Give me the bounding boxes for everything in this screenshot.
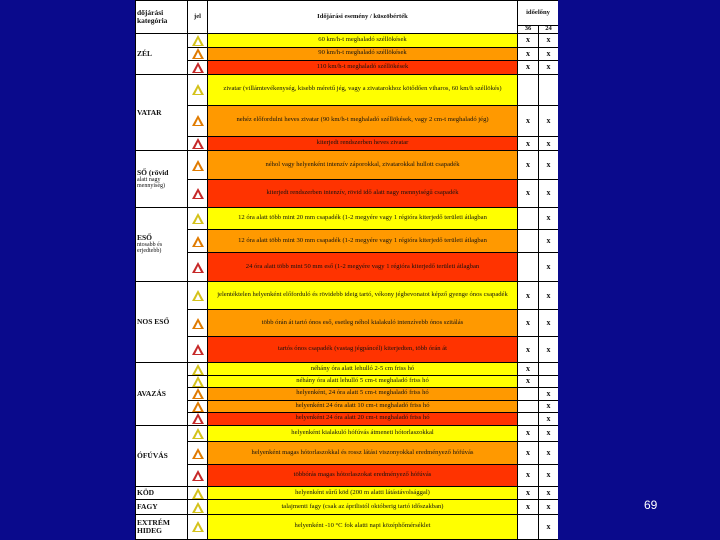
event-description: kiterjedt rendszerben intenzív, rövid idő alatt nagy mennyiségű csapadék xyxy=(208,179,518,207)
forecast-24h-mark: x xyxy=(539,207,559,230)
warning-triangle-icon xyxy=(192,413,204,424)
event-description: néhány óra alatt lehulló 2-5 cm friss hó xyxy=(208,363,518,375)
warning-symbol-cell xyxy=(188,151,208,179)
forecast-24h-mark: x xyxy=(539,230,559,253)
warning-symbol-cell xyxy=(188,74,208,105)
event-description: többórás magas hótorlaszokat eredményező hófúvás xyxy=(208,465,518,487)
warning-symbol-cell xyxy=(188,500,208,515)
event-description: 60 km/h-t meghaladó széllökések xyxy=(208,34,518,48)
table-row xyxy=(136,375,559,387)
event-description: helyenként, 24 óra alatt 5 cm-t meghaladó friss hó xyxy=(208,388,518,400)
event-description: helyenként sűrű köd (200 m alatti látástávolsággal) xyxy=(208,486,518,500)
category-cell xyxy=(136,425,188,486)
warning-symbol-cell xyxy=(188,47,208,61)
table-row xyxy=(136,151,559,179)
header-forecast: időelőny xyxy=(518,1,559,26)
table-row xyxy=(136,337,559,363)
warning-symbol-cell xyxy=(188,514,208,539)
warning-triangle-icon xyxy=(192,213,204,224)
forecast-24h-mark: x xyxy=(539,388,559,400)
warning-triangle-icon xyxy=(192,364,204,375)
warning-triangle-icon xyxy=(192,35,204,46)
page-number: 69 xyxy=(644,498,658,512)
forecast-24h-mark: x xyxy=(539,500,559,515)
forecast-36h-mark xyxy=(518,514,539,539)
event-description: helyenként -10 °C fok alatti napi középhőmérséklet xyxy=(208,514,518,539)
event-description: 110 km/h-t meghaladó széllökések xyxy=(208,61,518,75)
warning-symbol-cell xyxy=(188,363,208,375)
warning-symbol-cell xyxy=(188,282,208,310)
warning-triangle-icon xyxy=(192,401,204,412)
warning-symbol-cell xyxy=(188,388,208,400)
warning-triangle-icon xyxy=(192,388,204,399)
forecast-36h-mark xyxy=(518,74,539,105)
forecast-24h-mark: x xyxy=(539,465,559,487)
forecast-24h-mark: x xyxy=(539,179,559,207)
forecast-36h-mark: x xyxy=(518,310,539,337)
forecast-24h-mark: x xyxy=(539,486,559,500)
table-row xyxy=(136,136,559,151)
table-row xyxy=(136,500,559,515)
category-label: KÖD xyxy=(137,488,155,498)
table-row xyxy=(136,514,559,539)
table-row xyxy=(136,282,559,310)
forecast-36h-mark: x xyxy=(518,465,539,487)
forecast-24h-mark: x xyxy=(539,47,559,61)
warning-symbol-cell xyxy=(188,465,208,487)
forecast-36h-mark xyxy=(518,207,539,230)
category-sublabel: ntosabb és erjedtebb) xyxy=(137,242,163,255)
warning-symbol-cell xyxy=(188,337,208,363)
warning-triangle-icon xyxy=(192,262,204,273)
category-cell xyxy=(136,207,188,282)
category-sublabel: alatt nagy mennyiség) xyxy=(137,176,165,189)
header-category: dőjárási kategória xyxy=(136,1,188,34)
forecast-24h-mark: x xyxy=(539,34,559,48)
warning-symbol-cell xyxy=(188,486,208,500)
forecast-24h-mark: x xyxy=(539,151,559,179)
warning-symbol-cell xyxy=(188,207,208,230)
warning-symbol-cell xyxy=(188,61,208,75)
criteria-grid xyxy=(135,0,558,540)
forecast-36h-mark xyxy=(518,230,539,253)
table-row xyxy=(136,61,559,75)
table-row xyxy=(136,253,559,282)
warning-triangle-icon xyxy=(192,502,204,513)
category-cell xyxy=(136,282,188,363)
category-label: FAGY xyxy=(137,502,158,512)
warning-symbol-cell xyxy=(188,253,208,282)
forecast-36h-mark: x xyxy=(518,425,539,442)
event-description: helyenként 24 óra alatt 10 cm-t meghaladó friss hó xyxy=(208,400,518,412)
warning-triangle-icon xyxy=(192,344,204,355)
category-cell xyxy=(136,486,188,500)
warning-symbol-cell xyxy=(188,375,208,387)
warning-triangle-icon xyxy=(192,48,204,59)
warning-symbol-cell xyxy=(188,425,208,442)
forecast-36h-mark: x xyxy=(518,375,539,387)
forecast-36h-mark: x xyxy=(518,282,539,310)
header-row xyxy=(136,1,559,26)
event-description: jelentéktelen helyenként előforduló és rövidebb ideig tartó, vékony jégbevonatot képző gyenge ónos csapadék xyxy=(208,282,518,310)
table-row xyxy=(136,400,559,412)
forecast-36h-mark: x xyxy=(518,151,539,179)
forecast-36h-mark xyxy=(518,388,539,400)
forecast-36h-mark: x xyxy=(518,105,539,136)
table-row xyxy=(136,105,559,136)
forecast-24h-mark: x xyxy=(539,253,559,282)
table-row xyxy=(136,34,559,48)
forecast-36h-mark xyxy=(518,413,539,425)
warning-symbol-cell xyxy=(188,179,208,207)
category-label: NOS ESŐ xyxy=(137,317,170,327)
forecast-24h-mark: x xyxy=(539,413,559,425)
forecast-24h-mark: x xyxy=(539,282,559,310)
forecast-36h-mark: x xyxy=(518,500,539,515)
category-label: ÓFÚVÁS xyxy=(137,450,168,460)
warning-triangle-icon xyxy=(192,188,204,199)
header-event: Időjárási esemény / küszöbérték xyxy=(208,1,518,34)
warning-symbol-cell xyxy=(188,442,208,465)
table-row xyxy=(136,425,559,442)
forecast-36h-mark: x xyxy=(518,61,539,75)
event-description: talajmenti fagy (csak az áprilistól októberig tartó időszakban) xyxy=(208,500,518,515)
warning-symbol-cell xyxy=(188,136,208,151)
category-label: AVAZÁS xyxy=(137,388,166,398)
warning-criteria-table xyxy=(135,0,558,540)
event-description: tartós ónos csapadék (vastag jégpáncél) kiterjedten, több órán át xyxy=(208,337,518,363)
category-cell xyxy=(136,74,188,151)
table-row xyxy=(136,310,559,337)
forecast-36h-mark: x xyxy=(518,34,539,48)
event-description: nehéz előfordulni heves zivatar (90 km/h-t meghaladó széllökések, vagy 2 cm-t meghaladó jég) xyxy=(208,105,518,136)
forecast-36h-mark xyxy=(518,253,539,282)
event-description: 24 óra alatt több mint 50 mm eső (1-2 megyére vagy 1 régióra kiterjedő területi átlagban xyxy=(208,253,518,282)
warning-triangle-icon xyxy=(192,318,204,329)
category-cell xyxy=(136,363,188,425)
event-description: 12 óra alatt több mint 20 mm csapadék (1-2 megyére vagy 1 régióra kiterjedő területi átlagban xyxy=(208,207,518,230)
warning-triangle-icon xyxy=(192,84,204,95)
warning-symbol-cell xyxy=(188,34,208,48)
forecast-24h-mark xyxy=(539,363,559,375)
forecast-24h-mark: x xyxy=(539,425,559,442)
event-description: helyenként magas hótorlaszokkal és rossz látási viszonyokkal eredményező hófúvás xyxy=(208,442,518,465)
table-row xyxy=(136,179,559,207)
warning-symbol-cell xyxy=(188,230,208,253)
forecast-36h-mark: x xyxy=(518,47,539,61)
forecast-24h-mark: x xyxy=(539,310,559,337)
forecast-36h-mark xyxy=(518,400,539,412)
category-label: EXTRÉM HIDEG xyxy=(137,518,170,535)
table-row xyxy=(136,74,559,105)
warning-triangle-icon xyxy=(192,376,204,387)
forecast-24h-mark: x xyxy=(539,105,559,136)
header-symbol: jel xyxy=(188,1,208,34)
forecast-24h-mark: x xyxy=(539,337,559,363)
forecast-36h-mark: x xyxy=(518,179,539,207)
warning-symbol-cell xyxy=(188,105,208,136)
header-36h: 36 xyxy=(518,25,539,33)
event-description: helyenként 24 óra alatt 20 cm-t meghaladó friss hó xyxy=(208,413,518,425)
event-description: zivatar (villámtevékenység, kisebb méretű jég, vagy a zivatarokhoz kötődően viharos, 60 km/h széllökés) xyxy=(208,74,518,105)
table-row xyxy=(136,363,559,375)
event-description: 90 km/h-t meghaladó széllökések xyxy=(208,47,518,61)
forecast-24h-mark xyxy=(539,375,559,387)
table-row xyxy=(136,413,559,425)
table-row xyxy=(136,465,559,487)
table-row xyxy=(136,388,559,400)
warning-triangle-icon xyxy=(192,138,204,149)
forecast-24h-mark: x xyxy=(539,442,559,465)
forecast-36h-mark: x xyxy=(518,442,539,465)
forecast-24h-mark: x xyxy=(539,61,559,75)
forecast-24h-mark: x xyxy=(539,514,559,539)
forecast-24h-mark: x xyxy=(539,136,559,151)
forecast-36h-mark: x xyxy=(518,486,539,500)
category-cell xyxy=(136,500,188,515)
warning-symbol-cell xyxy=(188,413,208,425)
warning-triangle-icon xyxy=(192,290,204,301)
warning-triangle-icon xyxy=(192,236,204,247)
table-row xyxy=(136,442,559,465)
category-label: ZÉL xyxy=(137,48,153,58)
category-label: ESŐ xyxy=(137,233,153,243)
warning-triangle-icon xyxy=(192,470,204,481)
event-description: kiterjedt rendszerben heves zivatar xyxy=(208,136,518,151)
forecast-36h-mark: x xyxy=(518,363,539,375)
forecast-24h-mark xyxy=(539,74,559,105)
warning-triangle-icon xyxy=(192,428,204,439)
event-description: több órán át tartó ónos eső, esetleg néhol kialakuló intenzívebb ónos szitálás xyxy=(208,310,518,337)
forecast-36h-mark: x xyxy=(518,337,539,363)
category-label: SŐ (rövid xyxy=(137,167,169,177)
event-description: 12 óra alatt több mint 30 mm csapadék (1-2 megyére vagy 1 régióra kiterjedő területi átlagban xyxy=(208,230,518,253)
warning-symbol-cell xyxy=(188,310,208,337)
event-description: néhány óra alatt lehulló 5 cm-t meghaladó friss hó xyxy=(208,375,518,387)
forecast-36h-mark: x xyxy=(518,136,539,151)
event-description: néhol vagy helyenként intenzív záporokkal, zivatarokkal hullott csapadék xyxy=(208,151,518,179)
warning-triangle-icon xyxy=(192,521,204,532)
table-row xyxy=(136,486,559,500)
category-cell xyxy=(136,151,188,207)
warning-triangle-icon xyxy=(192,62,204,73)
category-cell xyxy=(136,34,188,75)
table-row xyxy=(136,47,559,61)
warning-triangle-icon xyxy=(192,160,204,171)
warning-symbol-cell xyxy=(188,400,208,412)
event-description: helyenként kialakuló hófúvás átmeneti hótorlaszokkal xyxy=(208,425,518,442)
warning-triangle-icon xyxy=(192,448,204,459)
header-24h: 24 xyxy=(539,25,559,33)
table-row xyxy=(136,230,559,253)
warning-triangle-icon xyxy=(192,488,204,499)
forecast-24h-mark: x xyxy=(539,400,559,412)
table-row xyxy=(136,207,559,230)
category-label: VATAR xyxy=(137,107,162,117)
category-cell xyxy=(136,514,188,539)
warning-triangle-icon xyxy=(192,115,204,126)
